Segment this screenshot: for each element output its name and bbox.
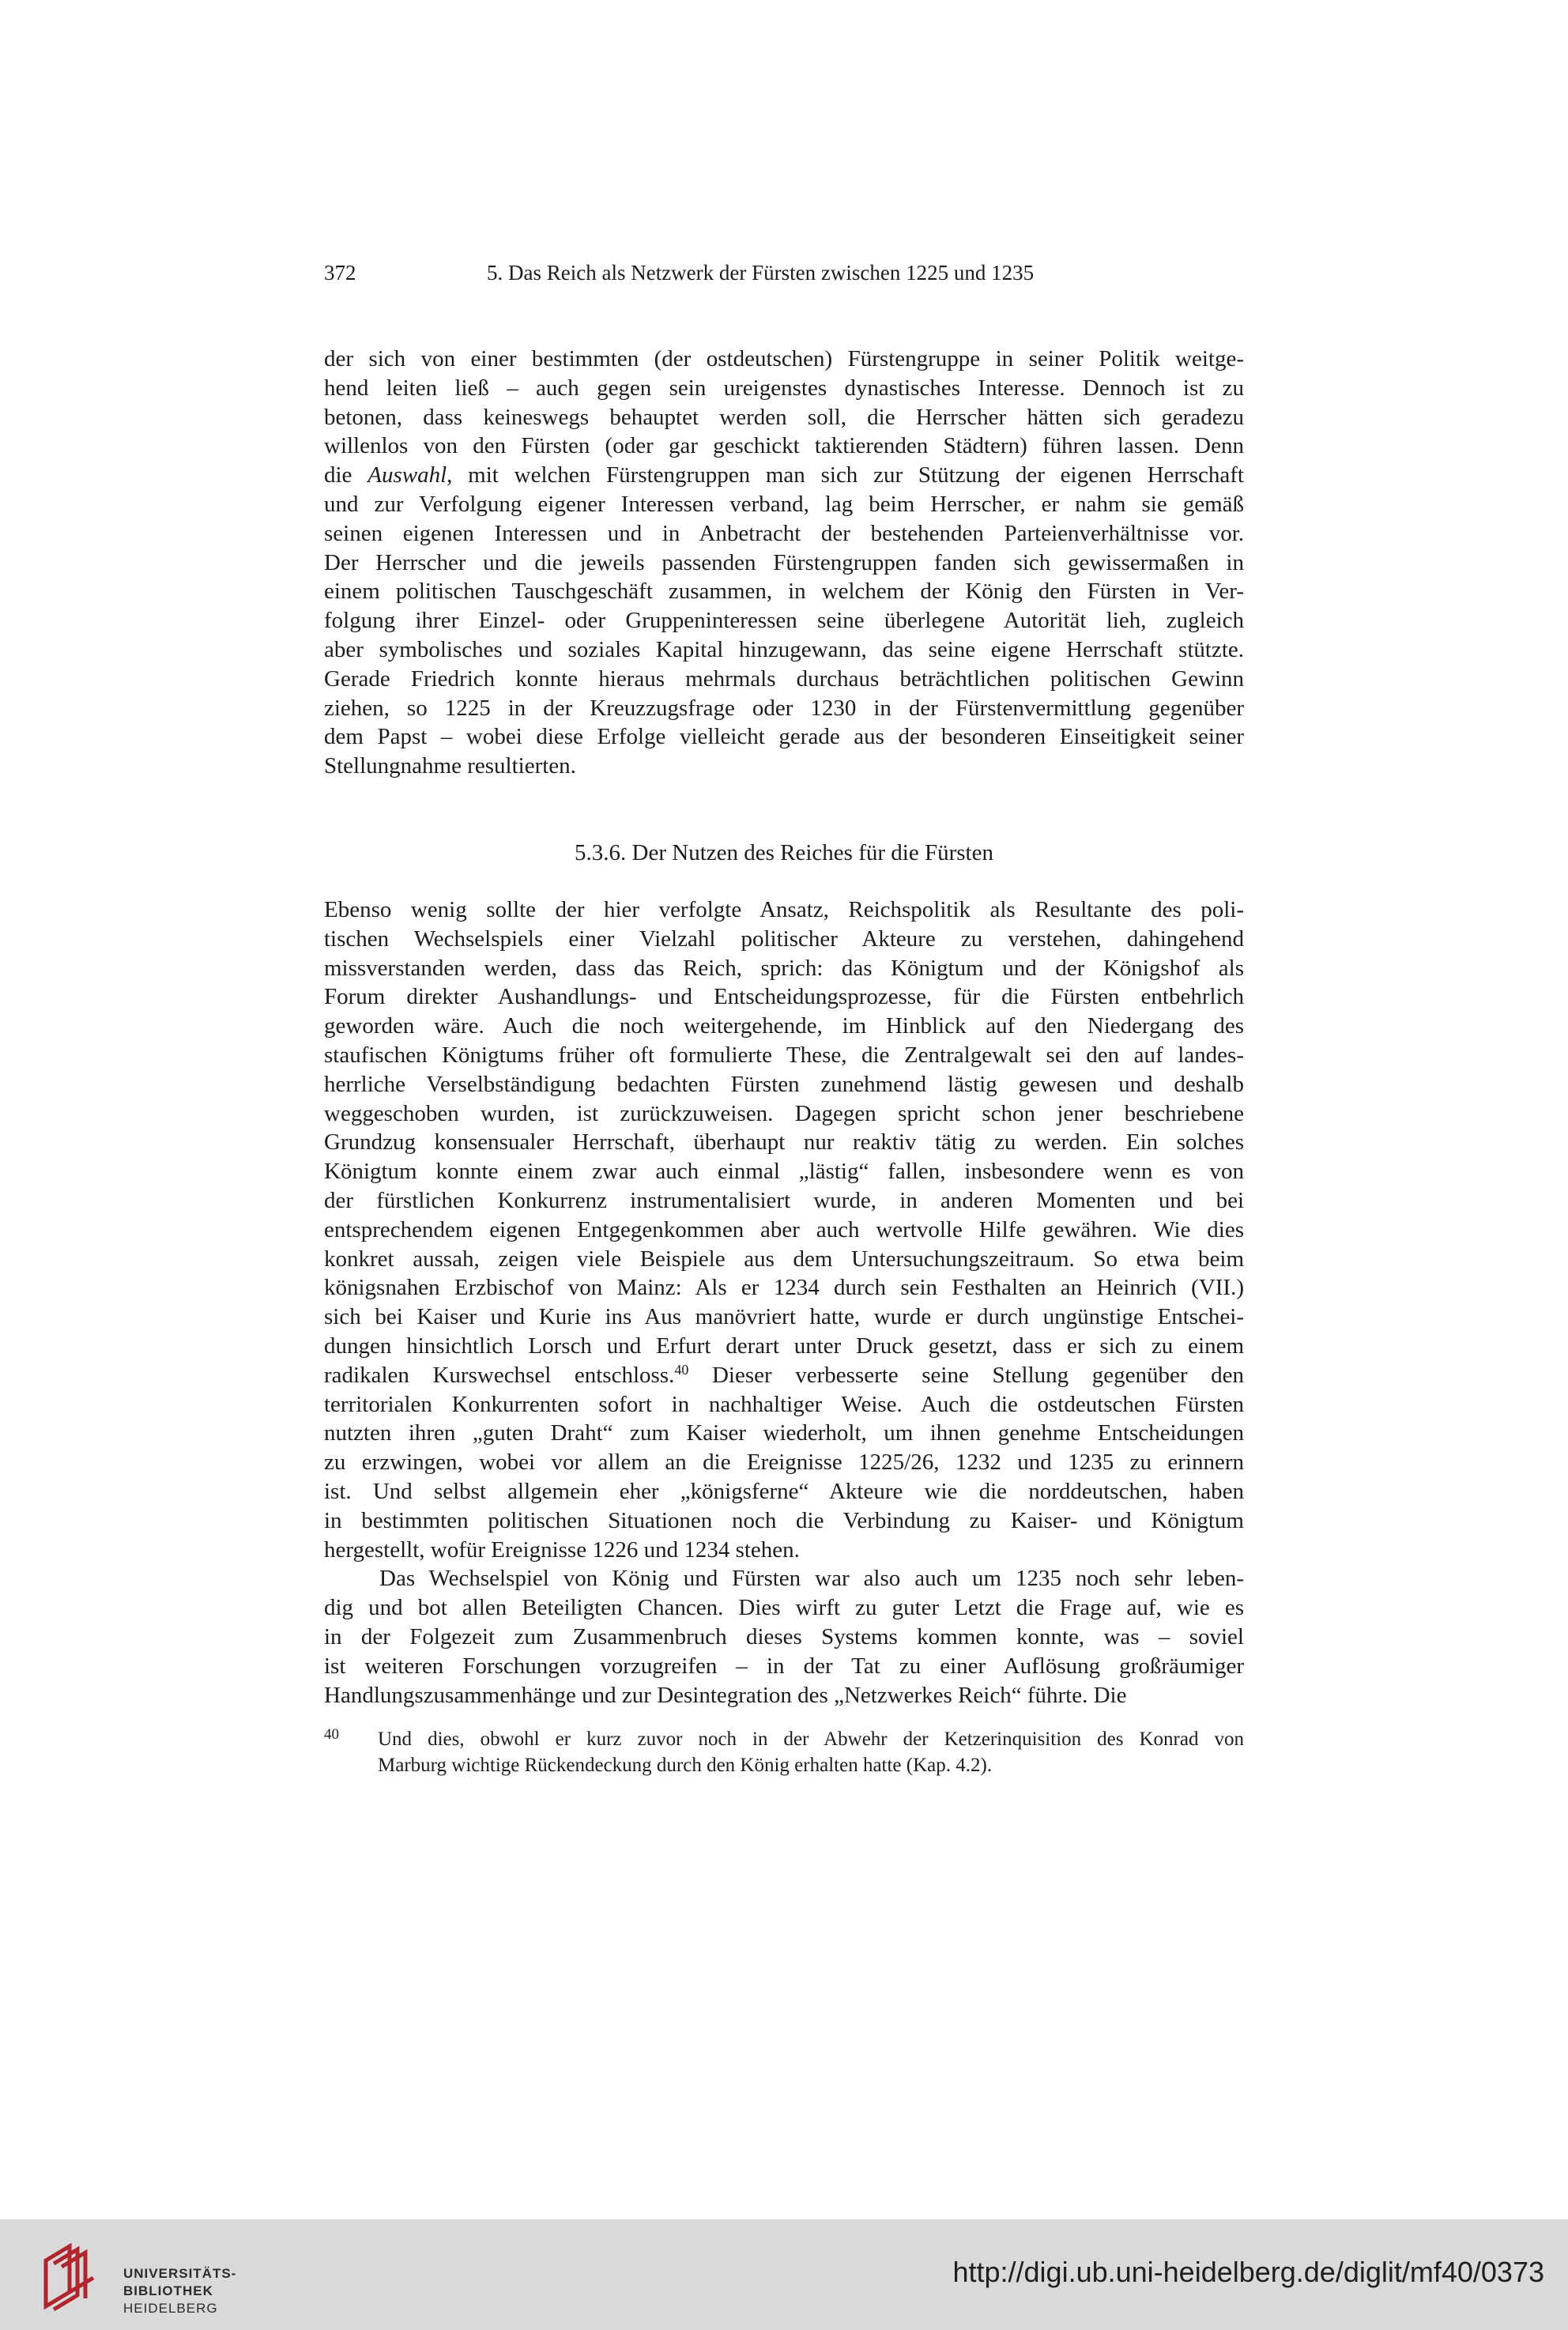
text-line: willenlos von den Fürsten (oder gar geschickt taktierenden Städtern) führen lassen. Denn	[324, 433, 1244, 459]
footnote-number: 40	[324, 1726, 339, 1743]
footnote	[324, 1726, 1244, 1778]
text-line: Königtum konnte einem zwar auch einmal „lästig“ fallen, insbesondere wenn es von	[324, 1159, 1244, 1185]
footnote-reference[interactable]: 40	[674, 1361, 689, 1378]
text-line: Der Herrscher und die jeweils passenden Fürstengruppen fanden sich gewissermaßen in	[324, 549, 1244, 575]
text-line: konkret aussah, zeigen viele Beispiele aus dem Untersuchungszeitraum. So etwa beim	[324, 1246, 1244, 1272]
text-line	[324, 1361, 1244, 1390]
text-line: tischen Wechselspiels einer Vielzahl politischer Akteure zu verstehen, dahingehend	[324, 926, 1244, 952]
text-line: Und dies, obwohl er kurz zuvor noch in der Abwehr der Ketzerinquisition des Konrad von	[378, 1729, 1244, 1750]
page-url-link[interactable]: http://digi.ub.uni-heidelberg.de/diglit/mf40/0373	[952, 2256, 1544, 2288]
text-line: Gerade Friedrich konnte hieraus mehrmals durchaus beträchtlichen politischen Gewinn	[324, 665, 1244, 692]
running-head	[324, 261, 1244, 285]
text-line: staufischen Königtums früher oft formulierte These, die Zentralgewalt sei den auf landes-	[324, 1042, 1244, 1068]
text-segment: , mit welchen Fürstengruppen man sich zur Stützung der eigenen Herrschaft	[447, 462, 1244, 488]
text-line: entsprechendem eigenen Entgegenkommen aber auch wertvolle Hilfe gewähren. Wie dies	[324, 1216, 1244, 1242]
text-line: hergestellt, wofür Ereignisse 1226 und 1234 stehen.	[324, 1536, 800, 1563]
body-paragraph-1	[324, 345, 1244, 781]
text-line: seinen eigenen Interessen und in Anbetracht der bestehenden Parteienverhältnisse vor.	[324, 520, 1244, 546]
text-segment: Dieser verbesserte seine Stellung gegenüber den	[688, 1362, 1244, 1388]
text-line: geworden wäre. Auch die noch weitergehende, im Hinblick auf den Niedergang des	[324, 1013, 1244, 1039]
digitization-footer	[0, 2219, 1568, 2330]
text-line: territorialen Konkurrenten sofort in nachhaltiger Weise. Auch die ostdeutschen Fürsten	[324, 1391, 1244, 1417]
footnote-text	[378, 1726, 1244, 1778]
text-line: einem politischen Tauschgeschäft zusammen, in welchem der König den Fürsten in Ver-	[324, 579, 1244, 605]
page-number: 372	[324, 261, 356, 285]
text-line: nutzten ihren „guten Draht“ zum Kaiser wiederholt, um ihnen genehme Entscheidungen	[324, 1420, 1244, 1446]
text-line: zu erzwingen, wobei vor allem an die Ereignisse 1225/26, 1232 und 1235 zu erinnern	[324, 1450, 1244, 1476]
text-line: dungen hinsichtlich Lorsch und Erfurt derart unter Druck gesetzt, dass er sich zu einem	[324, 1333, 1244, 1359]
text-line: ist. Und selbst allgemein eher „königsferne“ Akteure wie die norddeutschen, haben	[324, 1478, 1244, 1504]
running-title: 5. Das Reich als Netzwerk der Fürsten zwischen 1225 und 1235	[487, 261, 1035, 285]
text-line: Stellungnahme resultierten.	[324, 753, 576, 779]
text-line: herrliche Verselbständigung bedachten Fürsten zunehmend lästig gewesen und deshalb	[324, 1071, 1244, 1097]
text-line: Grundzug konsensualer Herrschaft, überhaupt nur reaktiv tätig zu werden. Ein solches	[324, 1129, 1244, 1156]
text-segment: radikalen Kurswechsel entschloss.	[324, 1362, 675, 1388]
text-line: der fürstlichen Konkurrenz instrumentalisiert wurde, in anderen Momenten und bei	[324, 1187, 1244, 1213]
library-name-line-1: UNIVERSITÄTS-	[123, 2266, 237, 2281]
text-line: betonen, dass keineswegs behauptet werden soll, die Herrscher hätten sich geradezu	[324, 404, 1244, 430]
text-line: Ebenso wenig sollte der hier verfolgte Ansatz, Reichspolitik als Resultante des poli-	[324, 897, 1244, 922]
emphasized-word: Auswahl	[368, 462, 447, 488]
text-segment: die	[324, 462, 368, 488]
text-line: hend leiten ließ – auch gegen sein ureigenstes dynastisches Interesse. Dennoch ist zu	[324, 375, 1244, 401]
text-line: in bestimmten politischen Situationen noch die Verbindung zu Kaiser- und Königtum	[324, 1507, 1244, 1533]
text-line: ist weiteren Forschungen vorzugreifen – in der Tat zu einer Auflösung großräumiger	[324, 1653, 1244, 1679]
text-line: Handlungszusammenhänge und zur Desintegration des „Netzwerkes Reich“ führte. Die	[324, 1682, 1127, 1708]
text-line: Marburg wichtige Rückendeckung durch den König erhalten hatte (Kap. 4.2).	[378, 1755, 993, 1776]
library-logo[interactable]	[35, 2237, 272, 2316]
body-paragraph-2	[324, 895, 1244, 1710]
text-line: ziehen, so 1225 in der Kreuzzugsfrage oder 1230 in der Fürstenvermittlung gegenüber	[324, 695, 1244, 721]
library-name-line-3: HEIDELBERG	[123, 2301, 218, 2316]
section-heading: 5.3.6. Der Nutzen des Reiches für die Fürsten	[575, 840, 993, 865]
text-line: in der Folgezeit zum Zusammenbruch dieses Systems kommen konnte, was – soviel	[324, 1623, 1244, 1649]
text-line: folgung ihrer Einzel- oder Gruppeninteressen seine überlegene Autorität lieh, zugleich	[324, 608, 1244, 634]
text-line: aber symbolisches und soziales Kapital hinzugewann, das seine eigene Herrschaft stützte.	[324, 636, 1244, 662]
text-line: weggeschoben wurden, ist zurückzuweisen. Dagegen spricht schon jener beschriebene	[324, 1100, 1244, 1126]
text-line: königsnahen Erzbischof von Mainz: Als er 1234 durch sein Festhalten an Heinrich (VII.)	[324, 1275, 1244, 1301]
library-name-line-2: BIBLIOTHEK	[123, 2283, 213, 2298]
text-line: missverstanden werden, dass das Reich, sprich: das Königtum und der Königshof als	[324, 955, 1244, 981]
text-line: sich bei Kaiser und Kurie ins Aus manövriert hatte, wurde er durch ungünstige Entschei-	[324, 1304, 1244, 1330]
text-line: Forum direkter Aushandlungs- und Entscheidungsprozesse, für die Fürsten entbehrlich	[324, 984, 1244, 1010]
text-line: dig und bot allen Beteiligten Chancen. Dies wirft zu guter Letzt die Frage auf, wie es	[324, 1595, 1244, 1621]
text-line: dem Papst – wobei diese Erfolge vielleicht gerade aus der besonderen Einseitigkeit seiner	[324, 724, 1244, 750]
library-name	[123, 2265, 236, 2317]
text-line	[324, 461, 1244, 490]
library-book-logo-icon	[35, 2237, 111, 2313]
text-line: der sich von einer bestimmten (der ostdeutschen) Fürstengruppe in seiner Politik weitge-	[324, 346, 1244, 371]
text-line: Das Wechselspiel von König und Fürsten war also auch um 1235 noch sehr leben-	[379, 1566, 1244, 1592]
text-line: und zur Verfolgung eigener Interessen verband, lag beim Herrscher, er nahm sie gemäß	[324, 491, 1244, 517]
